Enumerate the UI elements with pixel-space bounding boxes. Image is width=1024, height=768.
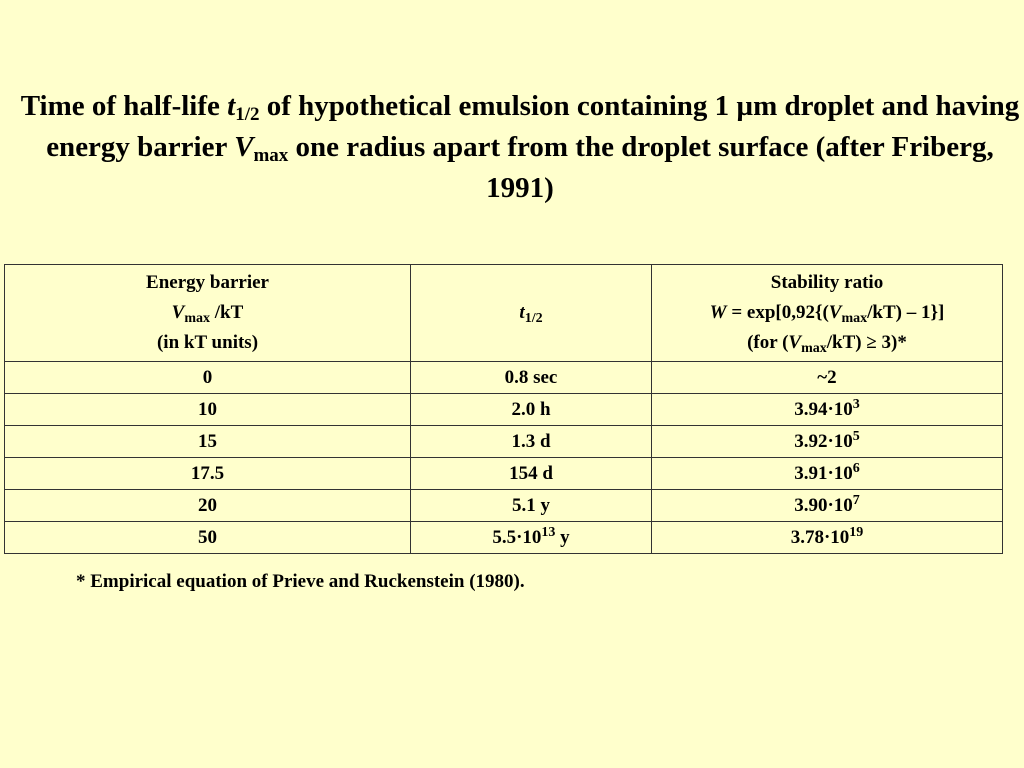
cell-ratio-exponent: 19 [849, 525, 864, 540]
cell-ratio-base: 3.90·10 [794, 495, 853, 516]
v-symbol: V [234, 131, 254, 163]
header-v-tail: /kT [210, 302, 244, 323]
v-subscript: max [253, 145, 289, 166]
cell-ratio-exponent: 6 [852, 461, 860, 476]
cell-half-life [411, 522, 652, 554]
cell-ratio-base: 3.94·10 [794, 399, 853, 420]
cell-half-life-value: 0.8 sec [504, 367, 558, 388]
cell-half-life [411, 394, 652, 426]
cell-stability-ratio [652, 522, 1003, 554]
cell-half-life-unit: y [555, 527, 570, 548]
slide-title [20, 86, 1020, 209]
cell-ratio-base: 3.92·10 [794, 431, 853, 452]
header-eq-part-a: = exp[0,92{( [726, 302, 829, 323]
header-cond-part-a: (for ( [747, 332, 789, 353]
table-row [5, 490, 1003, 522]
header-cond-part-b: /kT) ≥ 3)* [826, 332, 907, 353]
header-eq-v-subscript: max [841, 311, 868, 326]
header-energy-barrier [5, 265, 411, 362]
header-t-subscript: 1/2 [524, 311, 543, 326]
cell-energy: 0 [5, 362, 411, 394]
t-subscript: 1/2 [235, 104, 260, 125]
title-text-1: Time of half-life [20, 90, 228, 122]
cell-stability-ratio [652, 490, 1003, 522]
cell-energy: 17.5 [5, 458, 411, 490]
cell-ratio-exponent: 5 [852, 429, 860, 444]
cell-stability-ratio [652, 394, 1003, 426]
table-row [5, 426, 1003, 458]
cell-energy: 10 [5, 394, 411, 426]
title-text-3: one radius apart from the droplet surface (after Friberg, 1991) [288, 131, 994, 204]
cell-half-life-exponent: 13 [541, 525, 556, 540]
stability-table [4, 264, 1003, 554]
cell-stability-ratio [652, 426, 1003, 458]
cell-half-life-value: 5.1 y [512, 495, 550, 516]
table-row [5, 362, 1003, 394]
cell-half-life-value: 154 d [509, 463, 553, 484]
cell-half-life [411, 362, 652, 394]
header-t-symbol: t [519, 302, 525, 323]
header-w-symbol: W [709, 302, 727, 323]
header-stability-ratio [652, 265, 1003, 362]
table-row [5, 394, 1003, 426]
header-energy-line2 [5, 298, 410, 328]
cell-half-life-value: 1.3 d [511, 431, 551, 452]
cell-ratio-base: ~2 [817, 367, 837, 388]
header-stability-line1: Stability ratio [770, 272, 884, 293]
footnote: * Empirical equation of Prieve and Ruckenstein (1980). [76, 571, 525, 592]
header-energy-line1: Energy barrier [146, 272, 269, 293]
cell-ratio-base: 3.78·10 [790, 527, 850, 548]
header-stability-condition [652, 328, 1002, 358]
cell-half-life [411, 490, 652, 522]
cell-energy: 20 [5, 490, 411, 522]
cell-stability-ratio [652, 458, 1003, 490]
cell-half-life-value: 2.0 h [511, 399, 551, 420]
cell-ratio-base: 3.91·10 [794, 463, 853, 484]
cell-half-life [411, 426, 652, 458]
cell-stability-ratio [652, 362, 1003, 394]
header-energy-line3: (in kT units) [156, 332, 259, 353]
table-row [5, 522, 1003, 554]
table-header-row [5, 265, 1003, 362]
header-half-life [411, 265, 652, 362]
header-stability-equation [652, 298, 1002, 328]
cell-energy: 50 [5, 522, 411, 554]
header-cond-v-symbol: V [788, 332, 802, 353]
header-v-symbol: V [171, 302, 185, 323]
header-cond-v-subscript: max [801, 341, 827, 356]
title-text-2: of hypothetical emulsion containing 1 µm droplet and having energy barrier [46, 90, 1020, 163]
header-eq-v-symbol: V [828, 302, 842, 323]
cell-half-life [411, 458, 652, 490]
cell-half-life-value: 5.5·10 [492, 527, 542, 548]
header-v-subscript: max [184, 311, 211, 326]
cell-energy: 15 [5, 426, 411, 458]
header-eq-part-b: /kT) – 1}] [867, 302, 945, 323]
cell-ratio-exponent: 7 [852, 493, 860, 508]
table-row [5, 458, 1003, 490]
cell-ratio-exponent: 3 [852, 397, 860, 412]
t-symbol: t [227, 90, 236, 122]
